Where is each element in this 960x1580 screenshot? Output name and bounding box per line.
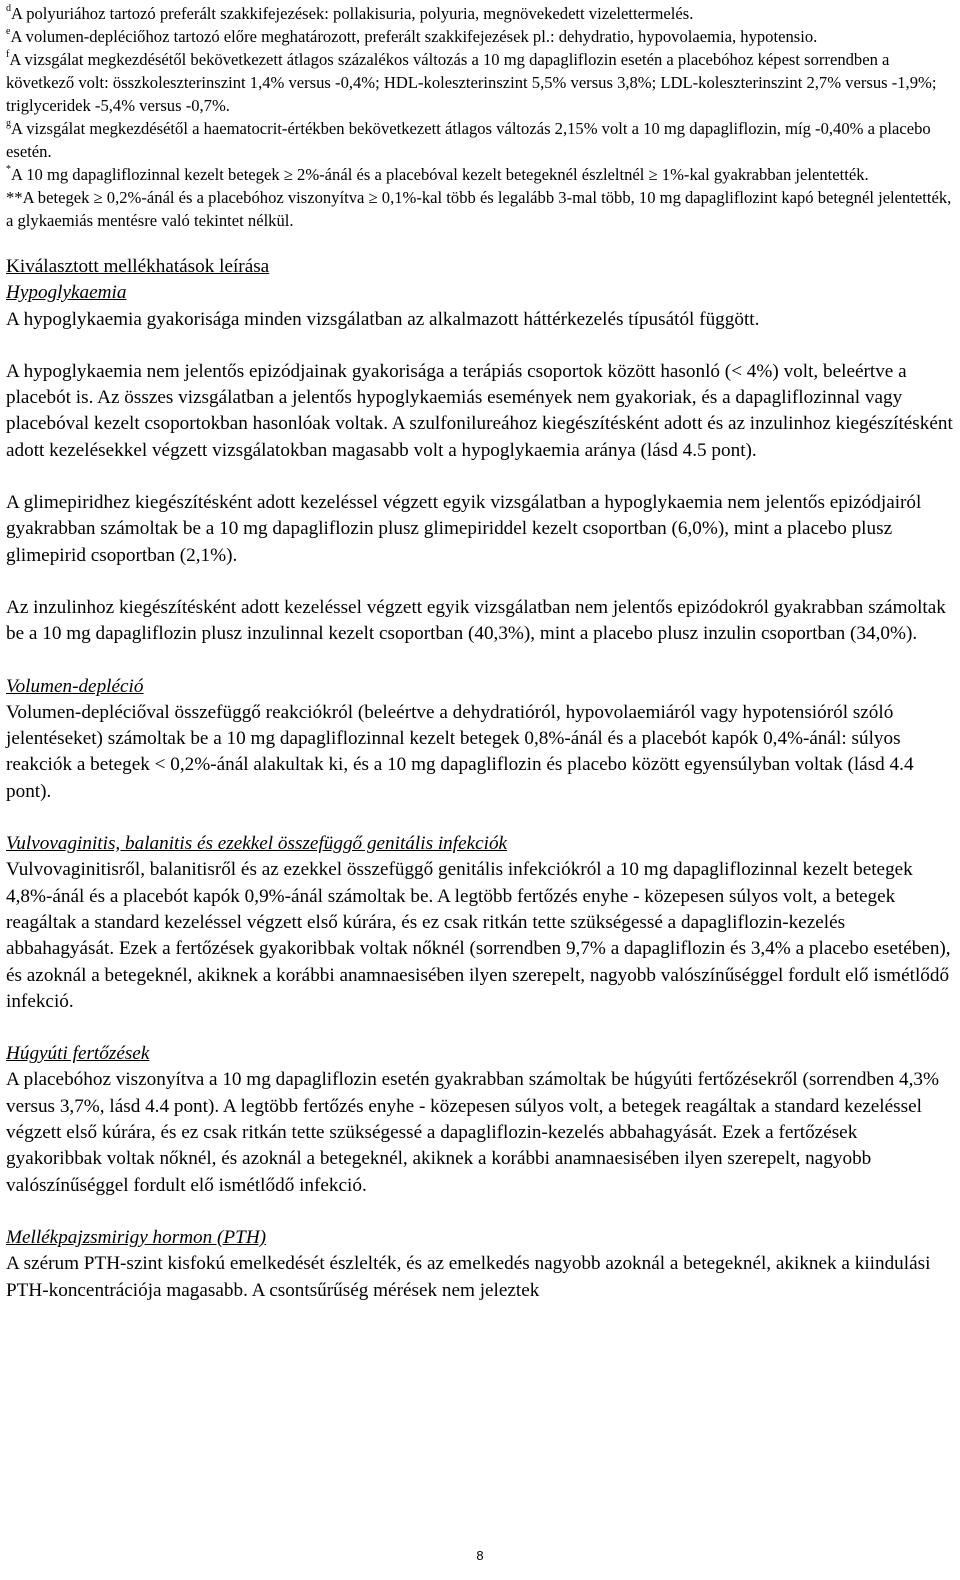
section-heading: Kiválasztott mellékhatások leírása <box>6 256 270 277</box>
footnote-text: A vizsgálat megkezdésétől bekövetkezett átlagos százalékos változás a 10 mg dapagliflozin esetén a placebóhoz képest sorrendben a következő volt: összkoleszterinszint 1,4% versus -0,4%; HDL-koleszterinszint 5,5% versus 3,8%; LDL-koleszterinszint 2,7% versus -1,9%; triglyceridek -5,4% versus -0,7%. <box>6 50 937 115</box>
uti-paragraph: A placebóhoz viszonyítva a 10 mg dapagliflozin esetén gyakrabban számoltak be húgyúti fertőzésekről (sorrendben 4,3% versus 3,7%, lásd 4.4 pont). A legtöbb fertőzés enyhe - közepesen súlyos volt, a betegek reagáltak a standard kezeléssel végzett első kúrára, és ez csak ritkán tette szükségessé a dapagliflozin-kezelés abbahagyását. Ezek a fertőzések gyakoribbak voltak nőknél, és azoknál a betegeknél, akiknek a korábbi anamnaesisében ilyen szerepelt, nagyobb valószínűséggel fordult elő ismétlődő infekció. <box>6 1069 939 1196</box>
footnote-asterisk <box>6 163 954 186</box>
uti-heading: Húgyúti fertőzések <box>6 1043 150 1065</box>
volume-depletion-heading: Volumen-depléció <box>6 675 144 697</box>
footnote-marker: f <box>6 49 10 61</box>
footnote-f <box>6 48 954 117</box>
footnote-text: A vizsgálat megkezdésétől a haematocrit-értékben bekövetkezett átlagos változás 2,15% volt a 10 mg dapagliflozin, míg -0,40% a placebo esetén. <box>6 119 931 161</box>
hypoglykaemia-paragraph-4: Az inzulinhoz kiegészítésként adott kezeléssel végzett egyik vizsgálatban nem jelentős epizódokról gyakrabban számoltak be a 10 mg dapagliflozin plusz inzulinnal kezelt csoportban (40,3%), mint a placebo plusz inzulin csoportban (34,0%). <box>6 596 946 645</box>
footnote-g <box>6 117 954 163</box>
footnote-marker: g <box>6 118 11 130</box>
main-text <box>6 254 954 1304</box>
footnote-marker: e <box>6 26 11 38</box>
footnotes <box>6 2 954 232</box>
footnote-text: **A betegek ≥ 0,2%-ánál és a placebóhoz viszonyítva ≥ 0,1%-kal több és legalább 3-mal több, 10 mg dapagliflozint kapó betegnél jelentették, a glykaemiás mentésre való tekintet nélkül. <box>6 188 952 230</box>
hypoglykaemia-heading: Hypoglykaemia <box>6 282 127 304</box>
genital-infections-paragraph: Vulvovaginitisről, balanitisről és az ezekkel összefüggő genitális infekciókról a 10 mg dapagliflozinnal kezelt betegek 4,8%-ánál és a placebót kapók 0,9%-ánál számoltak be. A legtöbb fertőzés enyhe - közepesen súlyos volt, a betegek reagáltak a standard kezeléssel végzett első kúrára, és ez csak ritkán tette szükségessé a dapagliflozin-kezelés abbahagyását. Ezek a fertőzések gyakoribbak voltak nőknél (sorrendben 9,7% a dapagliflozin és 3,4% a placebo esetében), és azoknál a betegeknél, akiknek a korábbi anamnaesisében ilyen szerepelt, nagyobb valószínűséggel fordult elő ismétlődő infekció. <box>6 859 951 1012</box>
pth-heading: Mellékpajzsmirigy hormon (PTH) <box>6 1226 267 1248</box>
hypoglykaemia-paragraph-1: A hypoglykaemia gyakorisága minden vizsgálatban az alkalmazott háttérkezelés típusától függött. <box>6 308 760 330</box>
footnote-marker: d <box>6 3 11 15</box>
document-page <box>6 2 954 1304</box>
footnote-e <box>6 25 954 48</box>
volume-depletion-paragraph: Volumen-depléciőval összefüggő reakciókról (beleértve a dehydratióról, hypovolaemiáról vagy hypotensióról szóló jelentéseket) számoltak be a 10 mg dapagliflozinnal kezelt betegek 0,8%-ánál és a placebót kapók 0,4%-ánál: súlyos reakciók a betegek < 0,2%-ánál alakultak ki, és a 10 mg dapagliflozin és placebo között egyensúlyban voltak (lásd 4.4 pont). <box>6 701 914 802</box>
footnote-d <box>6 2 954 25</box>
footnote-text: A polyuriához tartozó preferált szakkifejezések: pollakisuria, polyuria, megnövekedett vizelettermelés. <box>11 4 694 23</box>
footnote-marker: * <box>6 164 11 176</box>
page-number: 8 <box>476 1548 484 1563</box>
pth-paragraph: A szérum PTH-szint kisfokú emelkedését észlelték, és az emelkedés nagyobb azoknál a betegeknél, akiknek a kiindulási PTH-koncentrációja magasabb. A csontsűrűség mérések nem jeleztek <box>6 1253 931 1301</box>
hypoglykaemia-paragraph-2: A hypoglykaemia nem jelentős epizódjainak gyakorisága a terápiás csoportok között hasonló (< 4%) volt, beleértve a placebót is. Az összes vizsgálatban a jelentős hypoglykaemiás események nem gyakoriak, és a dapagliflozinnal vagy placebóval kezelt csoportokban hasonlóak voltak. A szulfonilureához kiegészítésként adott és az inzulinhoz kiegészítésként adott kezelésekkel végzett vizsgálatokban magasabb volt a hypoglykaemia aránya (lásd 4.5 pont). <box>6 360 953 461</box>
genital-infections-heading: Vulvovaginitis, balanitis és ezekkel összefüggő genitális infekciók <box>6 833 508 855</box>
footnote-double-asterisk <box>6 186 954 232</box>
footnote-text: A 10 mg dapagliflozinnal kezelt betegek ≥ 2%-ánál és a placebóval kezelt betegeknél észleltnél ≥ 1%-kal gyakrabban jelentették. <box>11 165 869 184</box>
hypoglykaemia-paragraph-3: A glimepiridhez kiegészítésként adott kezeléssel végzett egyik vizsgálatban a hypoglykaemia nem jelentős epizódjairól gyakrabban számoltak be a 10 mg dapagliflozin plusz glimepiriddel kezelt csoportban (6,0%), mint a placebo plusz glimepirid csoportban (2,1%). <box>6 492 922 566</box>
footnote-text: A volumen-depléciőhoz tartozó előre meghatározott, preferált szakkifejezések pl.: dehydratio, hypovolaemia, hypotensio. <box>10 27 818 46</box>
